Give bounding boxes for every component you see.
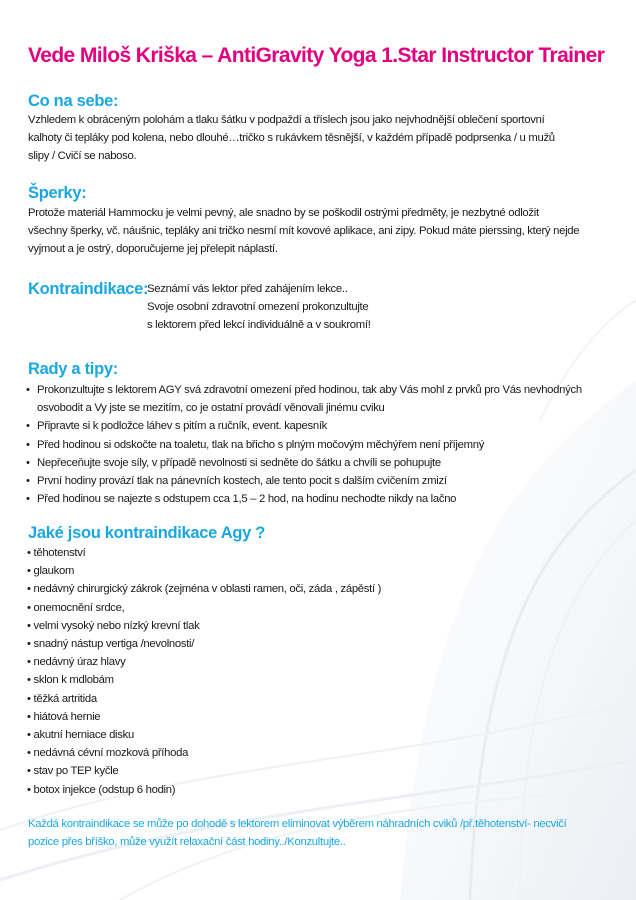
list-item	[26, 490, 626, 508]
list-item: • botox injekce (odstup 6 hodin)	[27, 783, 176, 796]
paragraph-clothing	[28, 111, 618, 166]
bullet-icon: •	[26, 420, 30, 433]
paragraph-line: Vzhledem k obráceným polohám a tlaku šátku v podpaždí a tříslech jsou jako nejvhodnější oblečení sportovní	[28, 114, 545, 126]
footer-note	[28, 815, 618, 851]
list-item-text: osvobodit a Vy jste se mezitím, co je ostatní provádí věnovali jinému cviku	[37, 402, 385, 415]
list-item	[26, 436, 626, 454]
paragraph-line: Seznámí vás lektor před zahájením lekce..	[147, 283, 348, 295]
list-item: • těžká artritida	[27, 692, 97, 705]
list-item: • onemocnění srdce,	[27, 601, 125, 614]
paragraph-line: Svoje osobní zdravotní omezení prokonzultujte	[147, 301, 369, 314]
heading-clothing: Co na sebe:	[28, 92, 119, 110]
list-item: • nedávný úraz hlavy	[27, 656, 126, 669]
paragraph-jewelry	[28, 204, 618, 259]
list-item: • nedávná cévní mozková příhoda	[27, 747, 189, 760]
heading-tips: Rady a tipy:	[28, 360, 118, 378]
list-item: • stav po TEP kyčle	[27, 765, 119, 778]
bullet-icon: •	[26, 493, 30, 506]
list-item-text: Před hodinou se najezte s odstupem cca 1,5 – 2 hod, na hodinu nechodte nikdy na lačno	[37, 493, 457, 506]
paragraph-line: Protože materiál Hammocku je velmi pevný, ale snadno by se poškodil ostrými předměty, je nezbytné odložit	[28, 207, 539, 219]
list-item: • těhotenství	[27, 547, 86, 559]
list-item: • velmi vysoký nebo nízký krevní tlak	[27, 619, 200, 632]
list-item: • glaukom	[27, 565, 75, 578]
heading-agy-contraindications: Jaké jsou kontraindikace Agy ?	[28, 524, 266, 542]
agy-contraindications-list	[27, 544, 381, 799]
list-item: • nedávný chirurgický zákrok (zejména v oblasti ramen, oči, záda , zápěstí )	[27, 583, 382, 596]
list-item	[26, 454, 626, 472]
footer-line: Každá kontraindikace se může po dohodě s lektorem eliminovat výběrem náhradních cviků /př.těhotenství- necvičí	[28, 818, 567, 830]
tips-list	[26, 381, 626, 508]
list-item-text: Připravte si k podložce láhev s pitím a ručník, event. kapesník	[37, 420, 328, 433]
paragraph-line: vyjmout a je ostrý, doporučujeme jej přelepit náplastí.	[28, 243, 278, 256]
list-item: • hiátová hernie	[27, 710, 101, 723]
list-item	[26, 472, 626, 490]
footer-line: pozice přes bříško, může využít relaxační část hodiny../Konzultujte..	[28, 836, 346, 849]
list-item: • snadný nástup vertiga /nevolnosti/	[27, 638, 195, 651]
list-item-text: Nepřeceňujte svoje síly, v případě nevolnosti si sedněte do šátku a chvíli se pohupujte	[37, 456, 441, 469]
bullet-icon: •	[26, 456, 30, 469]
paragraph-line: slipy / Cvičí se naboso.	[28, 150, 137, 163]
list-item-text: První hodiny provází tlak na pánevních kostech, ale tento pocit s dalším cvičením zmizí	[37, 475, 447, 488]
list-item-text: Před hodinou si odskočte na toaletu, tlak na břicho s plným močovým měchýřem není příjemný	[37, 438, 485, 451]
heading-jewelry: Šperky:	[28, 184, 87, 202]
contraindications-text	[147, 280, 371, 335]
paragraph-line: kalhoty či tepláky pod kolena, nebo dlouhé…tričko s rukávkem těsnější, v každém případě podprsenka / u mužů	[28, 132, 555, 145]
bullet-icon: •	[26, 384, 30, 396]
paragraph-line: s lektorem před lekcí individuálně a v soukromí!	[147, 319, 371, 332]
heading-contraindications: Kontraindikace:	[28, 280, 149, 298]
paragraph-line: všechny šperky, vč. náušnic, tepláky ani tričko nesmí mít kovové aplikace, ani zipy. Pokud máte pierssing, který nejde	[28, 225, 580, 238]
bullet-icon: •	[26, 475, 30, 488]
list-item: • akutní herniace disku	[27, 729, 134, 742]
list-item	[26, 417, 626, 435]
list-item-text: Prokonzultujte s lektorem AGY svá zdravotní omezení před hodinou, tak aby Vás mohl z prvků pro Vás nevhodných	[37, 384, 582, 396]
list-item: • sklon k mdlobám	[27, 674, 114, 687]
list-item	[26, 381, 626, 417]
bullet-icon: •	[26, 438, 30, 451]
page-title: Vede Miloš Kriška – AntiGravity Yoga 1.Star Instructor Trainer	[28, 44, 605, 67]
